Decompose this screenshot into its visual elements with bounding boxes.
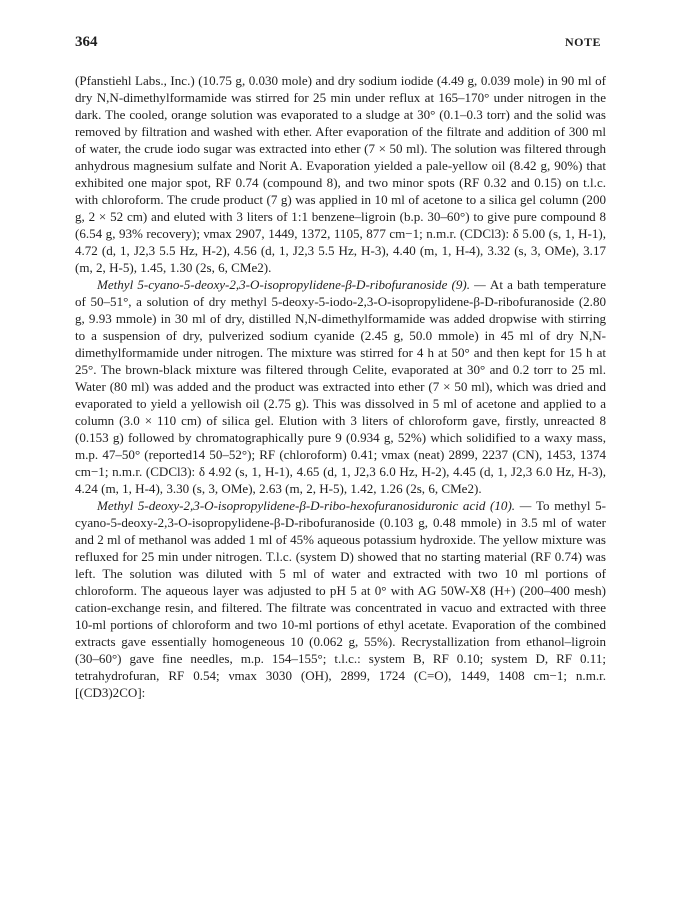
- paragraph-text: To methyl 5-cyano-5-deoxy-2,3-O-isopropylidene-β-D-ribofuranoside (0.103 g, 0.48 mmole) in 3.5 ml of water and 2 ml of methanol was added 1 ml of 45% aqueous potassium hydroxide. The yellow mixture was refluxed for 25 min under nitrogen. T.l.c. (system D) showed that no starting material (RF 0.74) was left. The solution was diluted with 5 ml of water and extracted with two 10 ml portions of chloroform. The aqueous layer was adjusted to pH 5 at 0° with AG 50W-X8 (H+) (200–400 mesh) cation-exchange resin, and filtered. The filtrate was concentrated in vacuo and extracted with three 10-ml portions of chloroform and two 10-ml portions of ethyl acetate. Evaporation of the combined extracts gave essentially homogeneous 10 (0.062 g, 55%). Recrystallization from ethanol–ligroin (30–60°) gave fine needles, m.p. 154–155°; t.l.c.: system B, RF 0.10; system D, RF 0.11; tetrahydrofuran, RF 0.54; νmax 3030 (OH), 2899, 1724 (C=O), 1449, 1408 cm−1; n.m.r. [(CD3)2CO]:: [75, 498, 606, 700]
- paragraph-compound-10: [75, 497, 606, 701]
- page-header: [75, 34, 601, 52]
- section-heading: Methyl 5-deoxy-2,3-O-isopropylidene-β-D-ribo-hexofuranosiduronic acid (10). —: [97, 498, 536, 513]
- page-number: 364: [75, 34, 98, 50]
- running-head: NOTE: [564, 35, 601, 49]
- paragraph-text: At a bath temperature of 50–51°, a solution of dry methyl 5-deoxy-5-iodo-2,3-O-isopropylidene-β-D-ribofuranoside (2.80 g, 9.93 mmole) in 30 ml of dry, distilled N,N-dimethylformamide was added dropwise with stirring to a suspension of dry, pulverized sodium cyanide (2.45 g, 50.0 mmole) in 45 ml of dry N,N-dimethylformamide under nitrogen. The mixture was stirred for 4 h at 50° and then kept for 15 h at 25°. The brown-black mixture was filtered through Celite, evaporated at 30° and 0.2 torr to 25 ml. Water (80 ml) was added and the product was extracted into ether (7 × 50 ml), which was dried and evaporated to yield a yellowish oil (2.75 g). This was dissolved in 5 ml of acetone and applied to a column (3.0 × 110 cm) of silica gel. Elution with 3 liters of chloroform gave, firstly, unreacted 8 (0.153 g) followed by chromatographically pure 9 (0.934 g, 52%) which solidified to a waxy mass, m.p. 47–50° (reported14 50–52°); RF (chloroform) 0.41; νmax (neat) 2899, 2237 (CN), 1453, 1374 cm−1; n.m.r. (CDCl3): δ 4.92 (s, 1, H-1), 4.65 (d, 1, J2,3 6.0 Hz, H-2), 4.45 (d, 1, J2,3 6.0 Hz, H-3), 4.24 (m, 1, H-4), 3.30 (s, 3, OMe), 2.63 (m, 2, H-5), 1.42, 1.26 (2s, 6, CMe2).: [75, 277, 606, 496]
- section-heading: Methyl 5-cyano-5-deoxy-2,3-O-isopropylidene-β-D-ribofuranoside (9). —: [97, 277, 490, 292]
- paragraph-text: (Pfanstiehl Labs., Inc.) (10.75 g, 0.030 mole) and dry sodium iodide (4.49 g, 0.039 mole) in 90 ml of dry N,N-dimethylformamide was stirred for 25 min under reflux at 165–170° under nitrogen in the dark. The cooled, orange solution was evaporated to a sludge at 30° (0.1–0.3 torr) and the solid was removed by filtration and washed with ether. After evaporation of the filtrate and addition of 300 ml of water, the crude iodo sugar was extracted into ether (7 × 50 ml). The solution was filtered through anhydrous magnesium sulfate and Norit A. Evaporation yielded a pale-yellow oil (8.42 g, 90%) that exhibited one major spot, RF 0.74 (compound 8), and two minor spots (RF 0.32 and 0.15) on t.l.c. with chloroform. The crude product (7 g) was applied in 10 ml of acetone to a silica gel column (200 g, 2 × 52 cm) and eluted with 3 liters of 1:1 benzene–ligroin (b.p. 30–60°) to give pure compound 8 (6.54 g, 93% recovery); νmax 2907, 1449, 1372, 1105, 877 cm−1; n.m.r. (CDCl3): δ 5.00 (s, 1, H-1), 4.72 (d, 1, J2,3 5.5 Hz, H-2), 4.56 (d, 1, J2,3 5.5 Hz, H-3), 4.40 (m, 1, H-4), 3.32 (s, 3, OMe), 3.17 (m, 2, H-5), 1.45, 1.30 (2s, 6, CMe2).: [75, 73, 606, 275]
- body-text: [75, 72, 606, 701]
- paragraph-iodo-sugar: [75, 72, 606, 276]
- paragraph-compound-9: [75, 276, 606, 497]
